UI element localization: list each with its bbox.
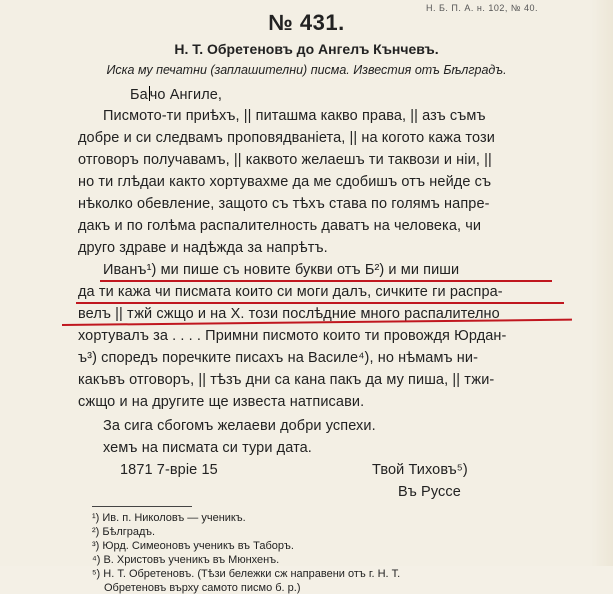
letter-line-6: дакъ и по голѣма распалителность даватъ на человека, чи	[78, 218, 482, 234]
letter-line-1: Писмото-ти приѣхъ, || питашма какво права, || азъ съмъ	[103, 108, 486, 124]
letter-date: 1871 7-врiе 15	[120, 462, 218, 478]
letter-line-13: какъвъ отговоръ, || тѣзъ дни са кана пакъ да му пиша, || тжи-	[78, 372, 495, 388]
footnote-3: ³) Юрд. Симеоновъ ученикъ въ Таборъ.	[92, 540, 294, 552]
footnote-5: ⁵) Н. Т. Обретеновъ. (Тѣзи бележки сж направени отъ г. Н. Т.	[92, 568, 401, 580]
underline-mark-2	[76, 302, 564, 304]
letter-line-11: хортувалъ за . . . . Примни писмото които ти провождя Юрдан-	[78, 328, 507, 344]
underline-mark-1	[100, 280, 552, 282]
letter-line-5: нѣколко обевление, защото съ тѣхъ става по голямъ напре-	[78, 196, 490, 212]
letter-line-12: ъ³) споредъ поречките писахъ на Василе⁴), но нѣмамъ ни-	[78, 350, 479, 366]
footnote-1: ¹) Ив. п. Николовъ — ученикъ.	[92, 512, 246, 524]
footnote-5-continued: Обретеновъ върху самото писмо б. р.)	[104, 582, 301, 594]
letter-line-15: За сига сбогомъ желаеви добри успехи.	[103, 418, 376, 434]
letter-line-2: добре и си следвамъ проповядванiета, || на когото кажа този	[78, 130, 495, 146]
salutation-part-1: Ба	[130, 87, 148, 103]
document-number: № 431.	[268, 10, 345, 35]
letter-line-7: друго здраве и надѣжда за напрѣтъ.	[78, 240, 328, 256]
archive-reference: Н. Б. П. А. н. 102, № 40.	[426, 3, 539, 13]
letter-line-9: да ти кажа чи писмата които си моги далъ, сичките ги распра-	[78, 284, 503, 300]
salutation[interactable]	[130, 86, 222, 103]
letter-line-4: но ти глѣдаи както хортувахме да ме сдобишъ отъ нейде съ	[78, 174, 492, 190]
letter-line-3: отговоръ получавамъ, || каквото желаешъ ти таквози и нiи, ||	[78, 152, 492, 168]
letter-line-8: Иванъ¹) ми пише съ новите букви отъ Б²) и ми пиши	[103, 262, 460, 278]
salutation-part-2: чо Ангиле,	[149, 87, 223, 103]
letter-line-14: сжщо и на другите ще известа натписави.	[78, 394, 365, 410]
document-title: Н. Т. Обретеновъ до Ангелъ Кънчевъ.	[174, 41, 439, 57]
letter-place: Въ Руссе	[398, 484, 461, 500]
page-bleed-through	[591, 0, 613, 566]
footnote-2: ²) Бѣлградъ.	[92, 526, 156, 538]
letter-signature: Твой Тиховъ⁵)	[372, 462, 468, 478]
document-subtitle: Иска му печатни (заплашителни) писма. Известия отъ Бѣлградъ.	[106, 63, 507, 77]
footnote-4: ⁴) В. Христовъ ученикъ въ Мюнхенъ.	[92, 554, 280, 566]
footnote-separator	[92, 506, 192, 507]
letter-line-16: хемъ на писмата си тури дата.	[103, 440, 312, 456]
letter-line-10: велъ || тжй сжщо и на Х. този послѣдние много распалително	[78, 306, 500, 322]
